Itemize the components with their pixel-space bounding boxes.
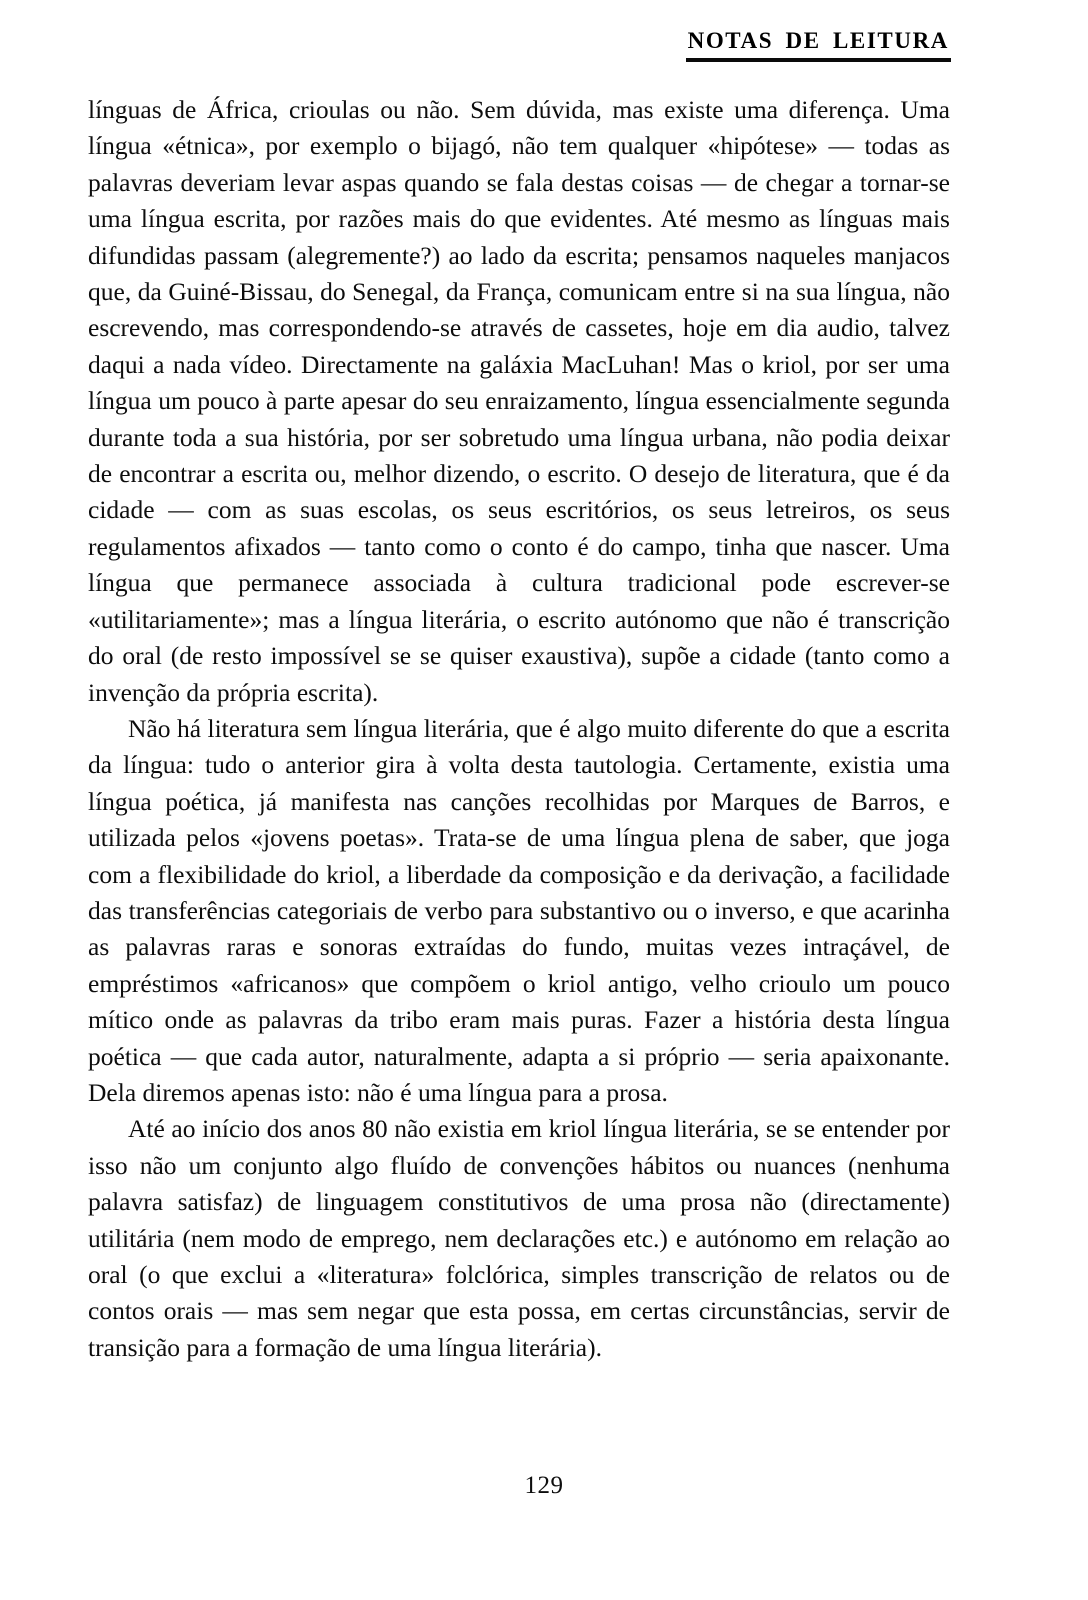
running-head bbox=[88, 28, 951, 62]
body-text-block bbox=[88, 92, 950, 1366]
paragraph: Não há literatura sem língua literária, que é algo muito diferente do que a escrita da língua: tudo o anterior gira à volta desta tautologia. Certamente, existia uma língua poética, já manifesta nas canções recolhidas por Marques de Barros, e utilizada pelos «jovens poetas». Trata-se de uma língua plena de saber, que joga com a flexibilidade do kriol, a liberdade da composição e da derivação, a facilidade das transferências categoriais de verbo para substantivo ou o inverso, e que acarinha as palavras raras e sonoras extraídas do fundo, muitas vezes intraçável, de empréstimos «africanos» que compõem o kriol antigo, velho crioulo um pouco mítico onde as palavras da tribo eram mais puras. Fazer a história desta língua poética — que cada autor, naturalmente, adapta a si próprio — seria apaixonante. Dela diremos apenas isto: não é uma língua para a prosa. bbox=[88, 713, 950, 1107]
page-number: 129 bbox=[524, 1472, 564, 1499]
paragraph: Até ao início dos anos 80 não existia em kriol língua literária, se se entender por isso não um conjunto algo fluído de convenções hábitos ou nuances (nenhuma palavra satisfaz) de linguagem constitutivos de uma prosa não (directamente) utilitária (nem modo de emprego, nem declarações etc.) e autónomo em relação ao oral (o que exclui a «literatura» folclórica, simples transcrição de relatos ou de contos orais — mas sem negar que esta possa, em certas circunstâncias, servir de transição para a formação de uma língua literária). bbox=[88, 1114, 950, 1362]
paragraph: línguas de África, crioulas ou não. Sem dúvida, mas existe uma diferença. Uma língua «étnica», por exemplo o bijagó, não tem qualquer «hipótese» — todas as palavras deveriam levar aspas quando se fala destas coisas — de chegar a tornar-se uma língua escrita, por razões mais do que evidentes. Até mesmo as línguas mais difundidas passam (alegremente?) ao lado da escrita; pensamos naqueles manjacos que, da Guiné-Bissau, do Senegal, da França, comunicam entre si na sua língua, não escrevendo, mas correspondendo-se através de cassetes, hoje em dia audio, talvez daqui a nada vídeo. Directamente na galáxia MacLuhan! Mas o kriol, por ser uma língua um pouco à parte apesar do seu enraizamento, língua essencialmente segunda durante toda a sua história, por ser sobretudo uma língua urbana, não podia deixar de encontrar a escrita ou, melhor dizendo, o escrito. O desejo de literatura, que é da cidade — com as suas escolas, os seus escritórios, os seus letreiros, os seus regulamentos afixados — tanto como o conto é do campo, tinha que nascer. Uma língua que permanece associada à cultura tradicional pode escrever-se «utilitariamente»; mas a língua literária, o escrito autónomo que não é transcrição do oral (de resto impossível se se quiser exaustiva), supõe a cidade (tanto como a invenção da própria escrita). bbox=[88, 95, 950, 707]
running-head-title: NOTAS DE LEITURA bbox=[686, 28, 951, 62]
